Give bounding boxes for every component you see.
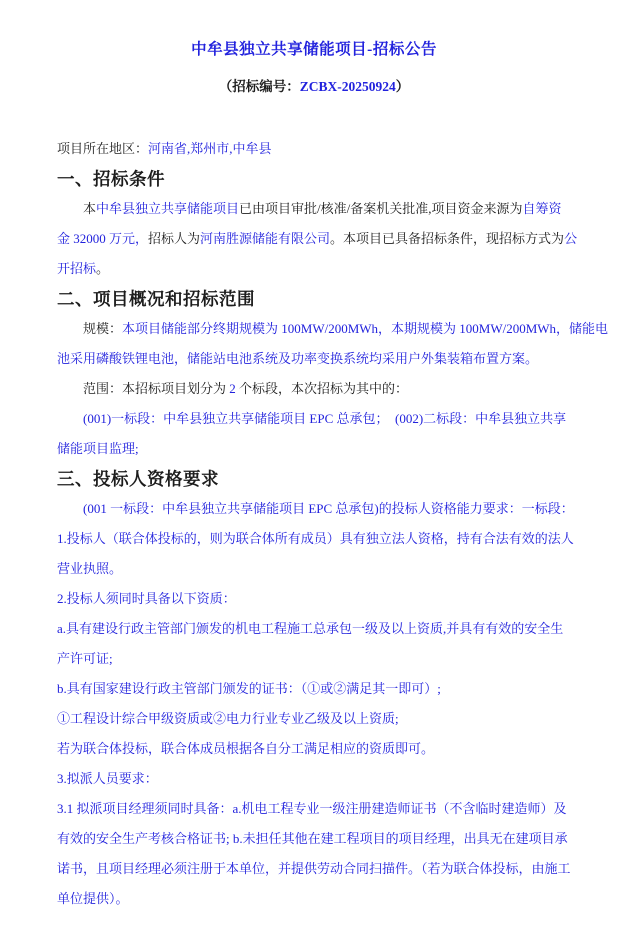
text-segment: 2: [229, 381, 236, 396]
text-segment: 开招标: [57, 261, 97, 276]
text-segment: 中牟县独立共享储能项目: [96, 201, 240, 216]
text-line: [57, 644, 587, 674]
text-line: [57, 884, 587, 914]
text-segment: 营业执照。: [57, 561, 123, 576]
text-line: [57, 494, 587, 524]
document-header: [0, 38, 628, 98]
text-segment: 2.投标人须同时具备以下资质：: [57, 591, 236, 606]
text-segment: 河南胜源储能有限公司: [200, 231, 331, 246]
text-segment: 自筹资: [522, 201, 562, 216]
text-line: [57, 344, 587, 374]
section-heading-2: [57, 284, 587, 314]
text-segment: 本项目储能部分终期规模为 100MW/200MWh，本期规模为 100MW/200MWh，储能电: [122, 321, 609, 336]
text-segment: 3.拟派人员要求：: [57, 771, 158, 786]
tender-number-prefix: （招标编号：: [218, 79, 300, 94]
text-segment: 已由项目审批/核准/备案机关批准,项目资金来源为: [239, 201, 523, 216]
text-line: [57, 734, 587, 764]
text-segment: 个标段，本次招标为其中的：: [235, 381, 409, 396]
project-location-line: [57, 134, 587, 164]
text-segment: 。: [96, 261, 110, 276]
text-line: [57, 764, 587, 794]
text-segment: b.具有国家建设行政主管部门颁发的证书：（①或②满足其一即可）;: [57, 681, 441, 696]
text-segment: 储能项目监理;: [57, 441, 139, 456]
text-line: [57, 704, 587, 734]
section-heading-3: [57, 464, 587, 494]
text-line: [57, 254, 587, 284]
text-line: [57, 584, 587, 614]
text-segment: 一、招标条件: [57, 169, 165, 189]
text-line: [57, 224, 587, 254]
text-segment: 河南省,郑州市,中牟县: [148, 141, 272, 156]
text-segment: 二、项目概况和招标范围: [57, 289, 255, 309]
tender-number: ZCBX-20250924: [299, 79, 396, 94]
text-segment: ①工程设计综合甲级资质或②电力行业专业乙级及以上资质;: [57, 711, 399, 726]
text-line: [57, 674, 587, 704]
text-segment: 三、投标人资格要求: [57, 469, 219, 489]
text-segment: 单位提供）。: [57, 891, 129, 906]
text-segment: 产许可证;: [57, 651, 113, 666]
text-line: [57, 314, 609, 344]
text-line: [57, 404, 587, 434]
document-body: [57, 134, 609, 914]
text-segment: 3.1 拟派项目经理须同时具备：a.机电工程专业一级注册建造师证书（不含临时建造师）及: [57, 801, 567, 816]
text-line: [57, 824, 587, 854]
text-line: [57, 614, 587, 644]
page-title: 中牟县独立共享储能项目-招标公告: [191, 41, 437, 58]
tender-number-line: [0, 76, 628, 98]
text-segment: (001)一标段：中牟县独立共享储能项目 EPC 总承包； (002)二标段：中牟县独立共享: [83, 411, 567, 426]
text-segment: 范围：本招标项目划分为: [83, 381, 230, 396]
text-line: [57, 194, 587, 224]
text-segment: 1.投标人（联合体投标的，则为联合体所有成员）具有独立法人资格，持有合法有效的法人: [57, 531, 574, 546]
text-segment: 公: [564, 231, 578, 246]
text-segment: 诺书，且项目经理必须注册于本单位，并提供劳动合同扫描件。（若为联合体投标，由施工: [57, 861, 571, 876]
text-line: [57, 794, 587, 824]
section-heading-1: [57, 164, 587, 194]
text-segment: 金 32000 万元，: [57, 231, 149, 246]
text-segment: 。本项目已具备招标条件，现招标方式为: [330, 231, 565, 246]
text-line: [57, 434, 587, 464]
text-segment: 项目所在地区：: [57, 141, 149, 156]
text-line: [57, 554, 587, 584]
text-segment: 招标人为: [148, 231, 201, 246]
text-segment: 有效的安全生产考核合格证书; b.未担任其他在建工程项目的项目经理，出具无在建项目承: [57, 831, 568, 846]
text-segment: 池采用磷酸铁锂电池，储能站电池系统及功率变换系统均采用户外集装箱布置方案。: [57, 351, 539, 366]
text-line: [57, 524, 587, 554]
text-segment: (001 一标段：中牟县独立共享储能项目 EPC 总承包)的投标人资格能力要求：一标段：: [83, 501, 574, 516]
tender-number-suffix: ）: [395, 79, 410, 94]
text-segment: 规模：: [83, 321, 123, 336]
text-line: [57, 854, 587, 884]
text-segment: 若为联合体投标，联合体成员根据各自分工满足相应的资质即可。: [57, 741, 435, 756]
text-segment: 本: [83, 201, 97, 216]
text-segment: a.具有建设行政主管部门颁发的机电工程施工总承包一级及以上资质,并具有有效的安全生: [57, 621, 564, 636]
text-line: [57, 374, 587, 404]
